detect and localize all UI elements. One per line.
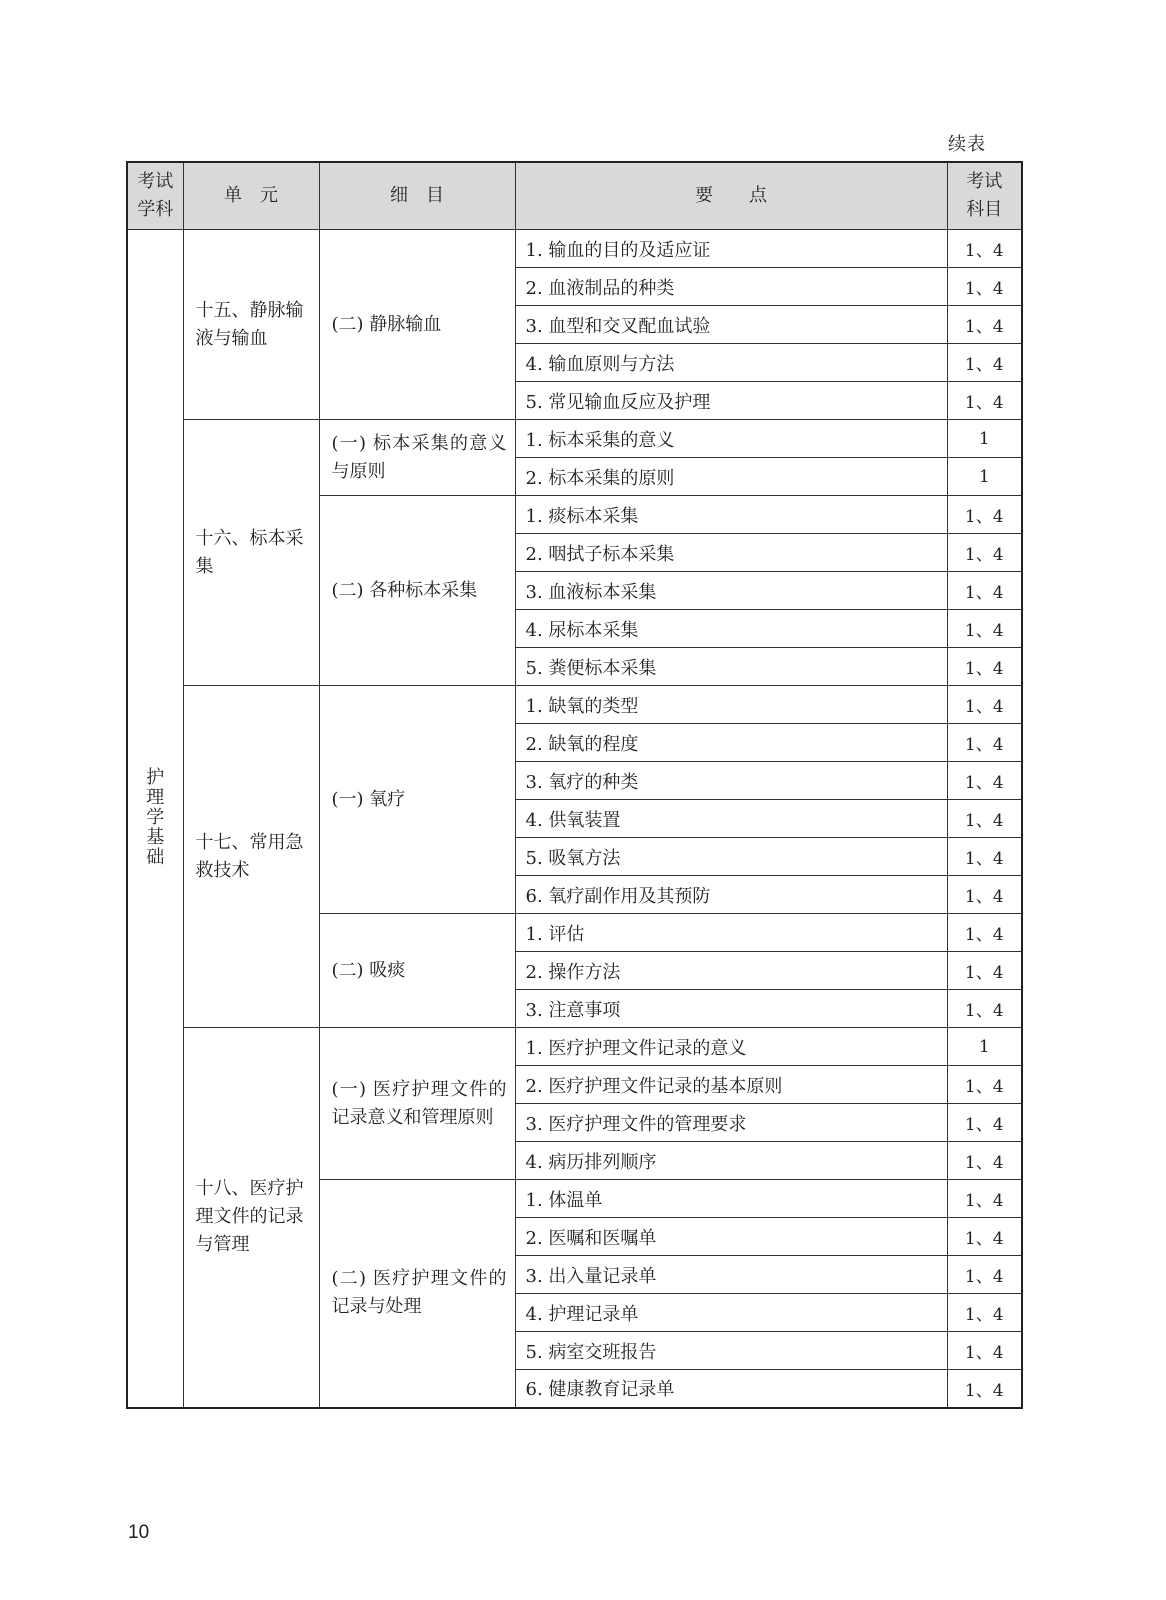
code-cell: 1、4 — [947, 686, 1022, 724]
code-cell: 1、4 — [947, 800, 1022, 838]
point-cell: 4. 尿标本采集 — [515, 610, 947, 648]
table-body — [127, 230, 1022, 1408]
unit-cell: 十六、标本采集 — [183, 420, 319, 686]
point-cell: 3. 血型和交叉配血试验 — [515, 306, 947, 344]
point-cell: 2. 标本采集的原则 — [515, 458, 947, 496]
point-cell: 5. 常见输血反应及护理 — [515, 382, 947, 420]
code-cell: 1、4 — [947, 572, 1022, 610]
syllabus-table — [126, 161, 1023, 1409]
subject-cell — [127, 230, 183, 1408]
code-cell: 1、4 — [947, 306, 1022, 344]
code-cell: 1、4 — [947, 1294, 1022, 1332]
point-cell: 2. 缺氧的程度 — [515, 724, 947, 762]
point-cell: 1. 缺氧的类型 — [515, 686, 947, 724]
point-cell: 3. 出入量记录单 — [515, 1256, 947, 1294]
code-cell: 1、4 — [947, 914, 1022, 952]
code-cell: 1、4 — [947, 724, 1022, 762]
code-cell: 1、4 — [947, 268, 1022, 306]
code-cell: 1、4 — [947, 382, 1022, 420]
table-row — [127, 1028, 1022, 1066]
code-cell: 1、4 — [947, 534, 1022, 572]
header-detail: 细 目 — [319, 162, 515, 230]
code-cell: 1 — [947, 1028, 1022, 1066]
detail-cell: (二) 吸痰 — [319, 914, 515, 1028]
unit-cell: 十五、静脉输液与输血 — [183, 230, 319, 420]
point-cell: 2. 医疗护理文件记录的基本原则 — [515, 1066, 947, 1104]
header-row — [127, 162, 1022, 230]
point-cell: 1. 医疗护理文件记录的意义 — [515, 1028, 947, 1066]
point-cell: 4. 病历排列顺序 — [515, 1142, 947, 1180]
continued-label: 续表 — [948, 134, 986, 155]
detail-cell: (二) 各种标本采集 — [319, 496, 515, 686]
code-cell: 1、4 — [947, 990, 1022, 1028]
code-cell: 1、4 — [947, 1180, 1022, 1218]
point-cell: 3. 医疗护理文件的管理要求 — [515, 1104, 947, 1142]
header-subject: 考试学科 — [127, 162, 183, 230]
code-cell: 1、4 — [947, 952, 1022, 990]
code-cell: 1、4 — [947, 648, 1022, 686]
code-cell: 1、4 — [947, 1218, 1022, 1256]
table-row — [127, 420, 1022, 458]
point-cell: 1. 评估 — [515, 914, 947, 952]
point-cell: 4. 输血原则与方法 — [515, 344, 947, 382]
code-cell: 1、4 — [947, 1332, 1022, 1370]
point-cell: 2. 医嘱和医嘱单 — [515, 1218, 947, 1256]
point-cell: 1. 输血的目的及适应证 — [515, 230, 947, 268]
detail-cell: (二) 静脉输血 — [319, 230, 515, 420]
point-cell: 3. 血液标本采集 — [515, 572, 947, 610]
point-cell: 1. 痰标本采集 — [515, 496, 947, 534]
point-cell: 1. 标本采集的意义 — [515, 420, 947, 458]
point-cell: 4. 护理记录单 — [515, 1294, 947, 1332]
header-code: 考试科目 — [947, 162, 1022, 230]
page-number: 10 — [128, 1522, 150, 1543]
point-cell: 6. 氧疗副作用及其预防 — [515, 876, 947, 914]
point-cell: 5. 粪便标本采集 — [515, 648, 947, 686]
code-cell: 1、4 — [947, 230, 1022, 268]
code-cell: 1、4 — [947, 496, 1022, 534]
code-cell: 1、4 — [947, 762, 1022, 800]
point-cell: 4. 供氧装置 — [515, 800, 947, 838]
code-cell: 1、4 — [947, 1370, 1022, 1408]
code-cell: 1、4 — [947, 344, 1022, 382]
code-cell: 1、4 — [947, 1104, 1022, 1142]
code-cell: 1 — [947, 458, 1022, 496]
code-cell: 1、4 — [947, 1066, 1022, 1104]
unit-cell: 十八、医疗护理文件的记录与管理 — [183, 1028, 319, 1408]
code-cell: 1、4 — [947, 1256, 1022, 1294]
detail-cell: (一) 标本采集的意义与原则 — [319, 420, 515, 496]
subject-label: 护理学基础 — [146, 767, 165, 869]
point-cell: 3. 注意事项 — [515, 990, 947, 1028]
header-point: 要 点 — [515, 162, 947, 230]
point-cell: 5. 吸氧方法 — [515, 838, 947, 876]
detail-cell: (二) 医疗护理文件的记录与处理 — [319, 1180, 515, 1408]
point-cell: 2. 操作方法 — [515, 952, 947, 990]
unit-cell: 十七、常用急救技术 — [183, 686, 319, 1028]
point-cell: 2. 咽拭子标本采集 — [515, 534, 947, 572]
point-cell: 2. 血液制品的种类 — [515, 268, 947, 306]
code-cell: 1、4 — [947, 610, 1022, 648]
table-row — [127, 230, 1022, 268]
detail-cell: (一) 氧疗 — [319, 686, 515, 914]
code-cell: 1、4 — [947, 1142, 1022, 1180]
point-cell: 3. 氧疗的种类 — [515, 762, 947, 800]
code-cell: 1、4 — [947, 876, 1022, 914]
code-cell: 1、4 — [947, 838, 1022, 876]
detail-cell: (一) 医疗护理文件的记录意义和管理原则 — [319, 1028, 515, 1180]
code-cell: 1 — [947, 420, 1022, 458]
table-row — [127, 686, 1022, 724]
point-cell: 5. 病室交班报告 — [515, 1332, 947, 1370]
header-unit: 单 元 — [183, 162, 319, 230]
point-cell: 1. 体温单 — [515, 1180, 947, 1218]
point-cell: 6. 健康教育记录单 — [515, 1370, 947, 1408]
